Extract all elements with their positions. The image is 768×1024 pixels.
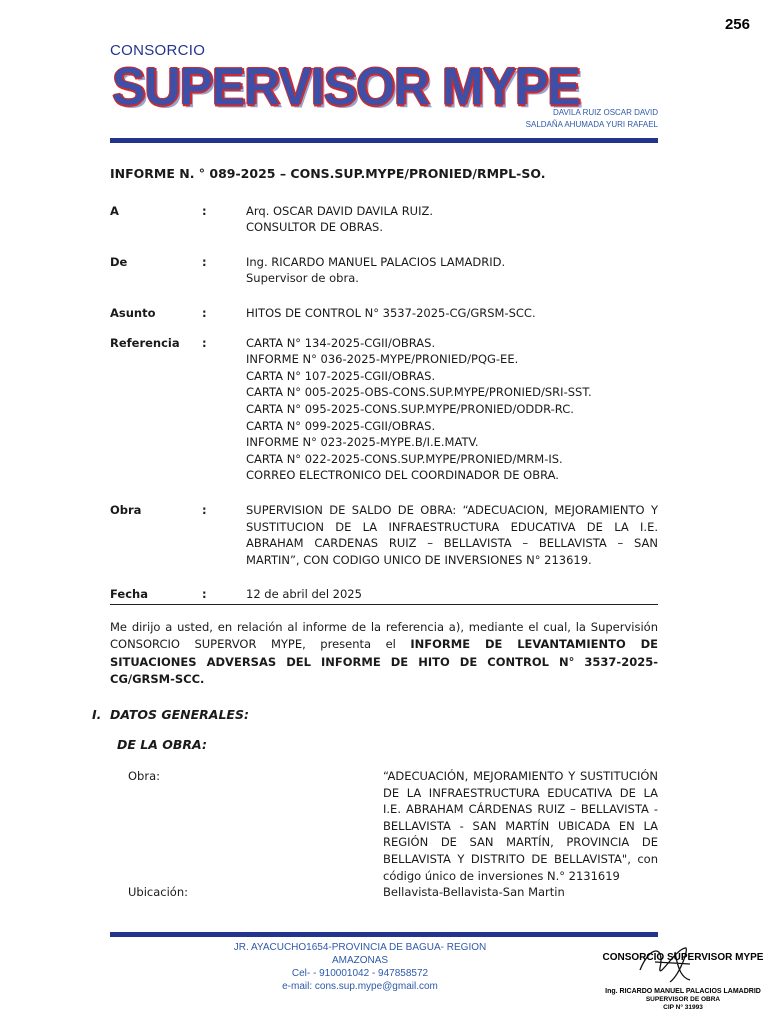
field-value [246,305,658,322]
reference-line: CARTA N° 095-2025-CONS.SUP.MYPE/PRONIED/ODDR-RC. [246,401,574,416]
field-fecha [110,586,658,605]
reference-line: CARTA N° 099-2025-CGII/OBRAS. [246,418,436,433]
table-row [128,768,658,884]
field-de [110,254,658,287]
field-referencia [110,335,658,484]
table-value: “ADECUACIÓN, MEJORAMIENTO Y SUSTITUCIÓN DE LA INFRAESTRUCTURA EDUCATIVA DE LA I.E. ABRAHAM CÁRDENAS RUIZ – BELLAVISTA - BELLAVISTA - SAN MARTÍN UBICADA EN LA REGIÓN DE SAN MARTÍN, PROVINCIA DE BELLAVISTA Y DISTRITO DE BELLAVISTA", con código único de inversiones N.° 2131619 [383,769,658,883]
footer-rule [110,932,658,937]
intro-paragraph [110,619,658,689]
intro-text: Me dirijo a usted, en relación al informe de la referencia a), mediante el cual, la Supervisión CONSORCIO SUPERVOR MYPE, presenta el [110,619,658,652]
field-label: Obra [110,502,142,517]
field-value [246,203,658,236]
value-line: Ing. RICARDO MANUEL PALACIOS LAMADRID. [246,254,506,269]
field-colon: : [202,203,207,218]
stamp-title: CONSORCIO SUPERVISOR MYPE [602,952,764,963]
section-title-text: DATOS GENERALES: [110,706,249,722]
header-rule [110,138,658,143]
section-title [92,706,658,724]
footer-address: JR. AYACUCHO1654-PROVINCIA DE BAGUA- REGION AMAZONAS [233,942,487,966]
field-value: 12 de abril del 2025 [246,587,362,602]
field-label: A [110,203,119,218]
field-value: SUPERVISION DE SALDO DE OBRA: “ADECUACION, MEJORAMIENTO Y SUSTITUCION DE LA INFRAESTRUCTURA EDUCATIVA DE LA I.E. ABRAHAM CARDENAS RUIZ – BELLAVISTA – BELLAVISTA – SAN MARTIN”, CON CODIGO UNICO DE INVERSIONES N° 213619. [246,502,658,567]
report-title: INFORME N. ° 089-2025 – CONS.SUP.MYPE/PRONIED/RMPL-SO. [110,166,546,181]
stamp-cip: CIP N° 31993 [663,1004,703,1011]
value-line: Supervisor de obra. [246,271,359,286]
field-colon: : [202,305,207,320]
footer-email: e-mail: cons.sup.mype@gmail.com [282,981,438,992]
brand-consorcio: CONSORCIO [110,42,206,59]
field-value [246,254,658,287]
field-colon: : [202,587,207,602]
value-line: HITOS DE CONTROL N° 3537-2025-CG/GRSM-SCC. [246,305,536,320]
value-line: CONSULTOR DE OBRAS. [246,220,384,235]
field-colon: : [202,254,207,269]
table-value: Bellavista-Bellavista-San Martin [383,885,565,900]
obra-data-table [128,768,658,901]
header-name-1: DAVILA RUIZ OSCAR DAVID [552,108,658,117]
field-value [246,335,658,484]
field-label: Fecha [110,587,148,602]
reference-line: CORREO ELECTRONICO DEL COORDINADOR DE OBRA. [246,468,559,483]
reference-line: INFORME N° 023-2025-MYPE.B/I.E.MATV. [246,435,479,450]
signature-stamp [598,952,768,1012]
table-key: Obra: [128,769,161,784]
stamp-name: Ing. RICARDO MANUEL PALACIOS LAMADRID [605,988,761,995]
document-body [92,166,658,901]
field-colon: : [202,502,207,517]
field-label: Asunto [110,305,156,320]
header-name-2: SALDAÑA AHUMADA YURI RAFAEL [525,120,658,129]
reference-line: CARTA N° 022-2025-CONS.SUP.MYPE/PRONIED/MRM-IS. [246,451,563,466]
header-names [526,107,658,131]
stamp-role: SUPERVISOR DE OBRA [645,996,721,1003]
footer-phone: Cel- - 910001042 - 947858572 [291,968,429,979]
footer [210,941,510,993]
table-key: Ubicación: [128,885,188,900]
subsection-title: DE LA OBRA: [117,737,207,753]
field-label: Referencia [110,335,180,350]
reference-line: CARTA N° 107-2025-CGII/OBRAS. [246,368,436,383]
value-line: Arq. OSCAR DAVID DAVILA RUIZ. [246,203,434,218]
field-a [110,203,658,236]
field-colon: : [202,335,207,350]
section-number: I. [92,706,102,722]
field-obra [110,502,658,568]
field-asunto [110,305,658,322]
brand-logo: SUPERVISOR MYPE [112,57,580,116]
page-number: 256 [724,16,750,33]
intro-bold-text: INFORME DE LEVANTAMIENTO DE SITUACIONES ADVERSAS DEL INFORME DE HITO DE CONTROL N° 3537-2025-CG/GRSM-SCC. [110,637,658,687]
reference-line: INFORME N° 036-2025-MYPE/PRONIED/PQG-EE. [246,352,519,367]
reference-line: CARTA N° 134-2025-CGII/OBRAS. [246,335,436,350]
table-row [128,884,658,901]
reference-line: CARTA N° 005-2025-OBS-CONS.SUP.MYPE/PRONIED/SRI-SST. [246,385,592,400]
field-label: De [110,254,128,269]
